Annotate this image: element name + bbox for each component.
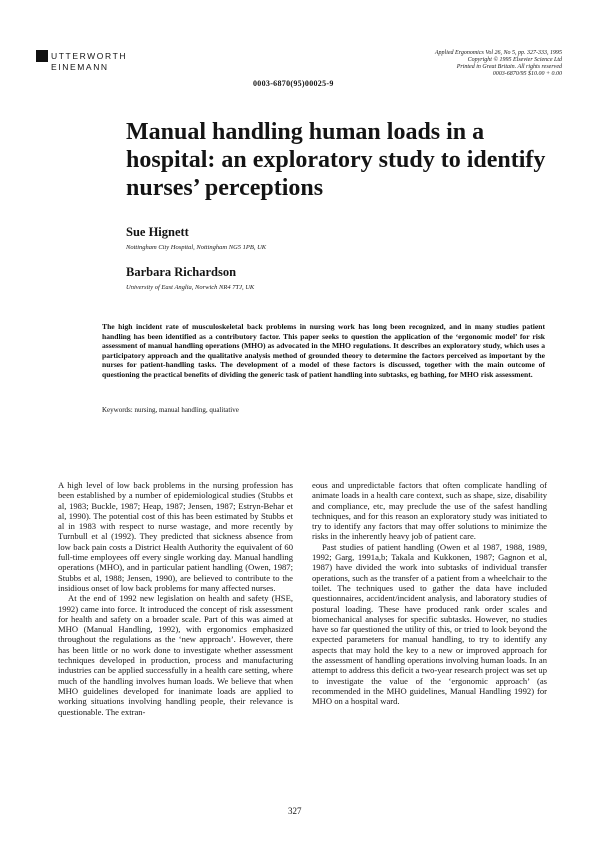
body-paragraph: eous and unpredictable factors that often complicate handling of animate loads in a health care context, such as shape, size, disability and compliance, etc, may preclude the use of the safest handling techniques, and for this reason an exploratory study was initiated to try to identify any factors that may offer solutions to minimize the risks in the inherently heavy job of patient care. bbox=[312, 480, 547, 542]
publisher-logo bbox=[36, 50, 146, 72]
publisher-logo-mark bbox=[36, 50, 48, 62]
abstract: The high incident rate of musculoskeletal back problems in nursing work has long been recognized, and in many studies patient handling has been identified as a contributory factor. This paper seeks to question the application of the ‘ergonomic model’ for risk assessment of manual handling operations (MHO) as advocated in the MHO regulations. It describes an exploratory study, which uses a participatory approach and the qualitative analysis method of grounded theory to determine the factors perceived as important by the nurses for patient-handling tasks. The development of a model of these factors is discussed, together with the main outcome of questioning the practical benefits of dividing the generic task of patient handling into subtasks, eg bathing, for MHO risk assessment. bbox=[102, 322, 545, 379]
body-paragraph: A high level of low back problems in the nursing profession has been established by a number of epidemiological studies (Stubbs et al, 1983; Buckle, 1987; Heap, 1987; Jensen, 1987; Estryn-Behar et al, 1990). The potential cost of this has been estimated by Stubbs et al in 1983 with respect to nurse wastage, and more recently by Turnbull et al (1992). They predicted that sickness absence from low back pain costs a District Health Authority the equivalent of 60 full-time employees off every single working day. Manual handling operations (MHO), and in particular patient handling (Owen, 1987; Stubbs et al, 1988; Jensen, 1990), are believed to contribute to the insidious onset of low back problems for many affected nurses. bbox=[58, 480, 293, 593]
journal-info bbox=[372, 50, 562, 78]
body-paragraph: At the end of 1992 new legislation on health and safety (HSE, 1992) came into force. It introduced the concept of risk assessment for health and safety on a broader scale. Part of this was aimed at MHO (Manual Handling, 1992), with ergonomics emphasized throughout the regulations as the ‘new approach’. However, there has been little or no work done to investigate whether assessment techniques developed in production, process and manufacturing industries can be applied successfully in a health care setting, where much of the handling involves human loads. We believe that when MHO guidelines developed for inanimate loads are applied to working situations involving handling people, their relevance is questionable. The extran- bbox=[58, 593, 293, 717]
journal-info-line-2: Copyright © 1995 Elsevier Science Ltd bbox=[467, 57, 562, 63]
author-affiliation: University of East Anglia, Norwich NR4 7TJ, UK bbox=[126, 284, 255, 291]
article-title: Manual handling human loads in a hospital: an exploratory study to identify nurses’ perceptions bbox=[126, 119, 546, 201]
journal-info-line-3: Printed in Great Britain. All rights reserved bbox=[456, 64, 562, 70]
page-number: 327 bbox=[288, 806, 302, 816]
journal-info-line-4: 0003-6870/95 $10.00 + 0.00 bbox=[492, 71, 562, 77]
article-doi: 0003-6870(95)00025-9 bbox=[253, 79, 334, 88]
body-left-column bbox=[58, 480, 293, 717]
keywords: Keywords: nursing, manual handling, qualitative bbox=[102, 406, 239, 414]
body-right-column bbox=[312, 480, 547, 707]
publisher-line-2: EINEMANN bbox=[51, 62, 109, 72]
body-paragraph: Past studies of patient handling (Owen et al 1987, 1988, 1989, 1992; Garg, 1991a,b; Takala and Kukkonen, 1987; Gagnon et al, 1987) have divided the work into subtasks of individual transfer operations, such as the transfer of a patient from a wheelchair to the toilet. The techniques used to gather the data have included questionnaires, accident/incident analysis, and laboratory studies of postural loading. These have produced rank order scales and biomechanical analyses for specific subtasks. However, no studies have so far questioned the utility of this, or tried to look beyond the expected parameters for manual handling, to try to identify any aspects that may hold the key to a new or improved approach for the assessment of handling operations involving human loads. In an attempt to address this deficit a two-year research project was set up to investigate the value of the ‘ergonomic approach’ (as recommended in the MHO guidelines, Manual Handling 1992) for MHO on a hospital ward. bbox=[312, 541, 547, 707]
author-name: Barbara Richardson bbox=[126, 265, 237, 279]
author-affiliation: Nottingham City Hospital, Nottingham NG5 1PB, UK bbox=[126, 244, 267, 251]
journal-info-line-1: Applied Ergonomics Vol 26, No 5, pp. 327-333, 1995 bbox=[434, 50, 562, 56]
author-name: Sue Hignett bbox=[126, 225, 189, 239]
publisher-line-1: UTTERWORTH bbox=[51, 51, 128, 61]
